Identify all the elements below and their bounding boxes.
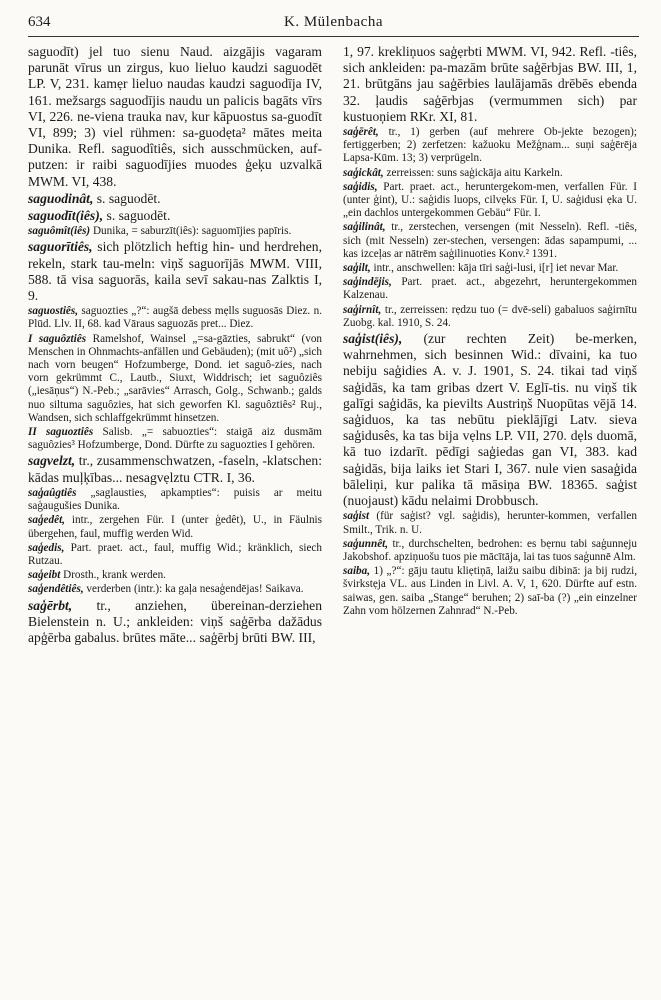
dictionary-entry <box>28 426 322 452</box>
entry-headword: saiba, <box>343 565 371 578</box>
entry-headword: saguorītiês, <box>28 239 93 255</box>
entry-text: saguodīt) jel tuo sienu Naud. aizgājis vagaram parunāt vīrus un zirgus, kuo lieluo kaudzi saguodēt LP. V, 231. kamẹr lieluo naudas kaudzi saguodīja IV, 161. mežsargs saguodījis naudu un palicis bagāts vīrs VI, 226. ne-viena trauka nav, kur kāpuostus sa-guodīt VI, 899; 3) viel rühmen: sa-guodẹta² mātes meita Dunika. Refl. saguodîtiês, sich ausschmücken, auf-putzen: ir raibi saguodījies muodes ģeķu uzvalkā MWM. VI, 438. <box>28 44 322 189</box>
entry-text: intr., zergehen Für. I (unter ģedêt), U., in Fäulnis übergehen, faul, muffig werden Wid. <box>28 514 322 540</box>
entry-text: Salisb. „= sabuozties“: staigā aiz dusmām saguôzies³ Hofzumberge, Dond. Dürfte zu saguozties I gehören. <box>28 426 322 452</box>
dictionary-entry <box>28 453 322 485</box>
entry-text: 1) „?“: gāju tautu kliẹtiņā, laižu saibu dibinā: ja bij rudzi, švirkstẹja VL. aus Linden in Livl. A. V, 1, 620. Dürfte auf estn. saiwas, gen. saiba „Stange“ beruhen; 2) saī-ba (?) „ein einzelner Zahn vom hölzernen Zahnrad“ N.-Peb. <box>343 565 637 617</box>
dictionary-entry <box>28 305 322 331</box>
entry-headword: saģidis, <box>343 180 378 193</box>
entry-text: tr., durchschelten, bedrohen: es bẹrnu tabi saģunnẹju Jakobshof. apziņuošu tuos pie mācītāja, lai tas tuos saģunnē Alm. <box>343 537 637 563</box>
dictionary-entry <box>343 331 637 509</box>
dictionary-entry <box>28 208 322 224</box>
dictionary-entry <box>343 538 637 564</box>
entry-headword: saguodīt(iês), <box>28 208 104 224</box>
entry-headword: saģickât, <box>343 166 384 179</box>
entry-headword: saģedêt, <box>28 514 65 527</box>
entry-text: s. saguodēt. <box>103 208 171 224</box>
entry-headword: saģendêtiês, <box>28 583 84 596</box>
dictionary-entry <box>343 510 637 536</box>
entry-text: tr., 1) gerben (auf mehrere Ob-jekte bezogen); fertiggerben; 2) zerfetzen: kažuoku Mežģnam... suņi saģērēja Lapsa-Kūm. 13; 3) verprügeln. <box>343 126 637 165</box>
entry-text: 1, 97. krekliņuos saģẹrbti MWM. VI, 942. Refl. -tiês, sich ankleiden: pa-mazām brūte saģērbjas BW. III, 1, 21. brūtgāns jau saģērbies laulājamās drēbēs ebenda 32. ļaudis saģērbjas (vermummen sich) par kustuoņiem RKr. XI, 81. <box>343 44 637 124</box>
entry-text: sich plötzlich heftig hin- und herdrehen, rekeln, stark tau-meln: viņš saguorījās MWM. VIII, 588. tā visa saguorās, kaila sevī sakau-nas Zalktis I, 9. <box>28 239 322 304</box>
dictionary-entry <box>343 276 637 302</box>
dictionary-entry <box>343 167 637 180</box>
entry-text: Dunika, = saburzīt(iês): saguomījies papīris. <box>90 225 292 238</box>
dictionary-entry <box>343 181 637 221</box>
dictionary-entry <box>343 44 637 125</box>
dictionary-entry <box>343 565 637 618</box>
entry-headword: saģindējis, <box>343 276 392 289</box>
dictionary-entry <box>28 191 322 207</box>
dictionary-entry <box>28 542 322 568</box>
dictionary-entry <box>28 514 322 540</box>
dictionary-entry <box>28 225 322 238</box>
entry-text: tr., zerreissen: rẹdzu tuo (= dvē-seli) gabaluos saģirnītu Zuobg. kal. 1910, S. 24. <box>343 303 637 329</box>
entry-headword: saguômît(iês) <box>28 225 91 238</box>
entry-text: tr., zerstechen, versengen (mit Nesseln). Refl. -tiês, sich (mit Nesseln) zer-stechen, versengen: ādas sapampumi, ... kas izceļas ar nātrēm saģilinuoties Konv.² 1391. <box>343 221 637 260</box>
page-header <box>28 14 639 37</box>
dictionary-entry <box>28 487 322 513</box>
entry-text: Part. praet. act., heruntergekom-men, verfallen Für. I (unter ģint), U.: saģidis luops, cilvẹks Für. I, U. saģidusi ẹka U. „ein dachlos untergekommen Gebäu“ Für. I. <box>343 180 637 220</box>
running-title: K. Mülenbacha <box>284 14 383 30</box>
entry-headword: saģunnêt, <box>343 537 389 550</box>
entry-headword: saģilt, <box>343 262 371 275</box>
entry-headword: II saguoztiês <box>28 426 94 439</box>
entry-text: Part. praet. act., abgezehrt, heruntergekommen Kalzenau. <box>343 276 637 302</box>
entry-headword: saģirnît, <box>343 303 382 316</box>
entry-text: Drosth., krank werden. <box>60 569 166 582</box>
entry-headword: saģedis, <box>28 541 65 554</box>
entry-text: „saglausties, apkampties“: puisis ar meitu saģaugušies Dunika. <box>28 486 322 513</box>
dictionary-entry <box>28 569 322 582</box>
page-number: 634 <box>28 14 51 30</box>
entry-text: intr., anschwellen: kāja tīri saģi-lusi, i[r] iet nevar Mar. <box>370 262 619 275</box>
entry-text: tr., zusammenschwatzen, -faseln, -klatschen: kādas muļķības... nesagvẹlztu CTR. I, 36. <box>28 453 322 485</box>
entry-headword: saģērbt, <box>28 597 73 613</box>
entry-text: Ramelshof, Wainsel „=sa-gāzties, sabrukt“ (von Menschen in Ohnmachts-anfällen und Gebäuden); (mit uô²) „sich nach vorn beugen“ Hofzumberge, Dond. iet saguô-zies, nach vorn gekrümmt C., Lautb., Siuxt, Widdrisch; iet saguôziês („iesāņus“) N.-Peb.; „sarāvies“ Arrasch, Golg., Schwanb.; galds nuo siltuma saguôzies, hat sich geworfen Kl. saguôztiês² Ruj., Wandsen, sich schlaffgekrümmt hinsetzen. <box>28 332 323 424</box>
entry-text: verderben (intr.): ka gaļa nesaģendējas! Saikava. <box>83 583 304 596</box>
entry-headword: saģērêt, <box>343 126 379 139</box>
entry-headword: saģist(iês), <box>343 331 403 347</box>
dictionary-entry <box>343 304 637 330</box>
entry-text: (zur rechten Zeit) be-merken, wahrnehmen, sich besinnen Wid.: dīvaini, ka tuo nebiju saģidies A. v. J. 1901, S. 24. tikai tad viņš saģidās, ka tam gribas dzert V. Eglī-tis. nu viņš tik galīgi saģidās, ka pievilts Austriņš Nuopūtas vējā 14. saģiduos, ka tas nebūtu pieklājīgi Latv. sieva saģidusês, ka tas bija vẹlns LP. VII, 270. dẹls duomā, kā tuo izdarīt. pēdīgi saģiedas gan VI, 383. kad saģidās, bija laiks iet Stari I, 367. nule vien sasaģida bāleliņi, kur palika tā māsiņa BW. 18365. saģist (nuojaust) kādu nelaimi Drobbusch. <box>343 331 637 509</box>
entry-headword: saguostiês, <box>28 305 79 318</box>
entry-headword: saģilinât, <box>343 221 386 234</box>
entry-text: tr., anziehen, übereinan-derziehen Bielenstein n. U.; ankleiden: viņš saģērba dažādus apģērba gabalus. brūtes māte... saģērbj brūti BW. III, <box>28 597 322 645</box>
dictionary-entry <box>28 598 322 647</box>
dictionary-entry <box>343 126 637 166</box>
dictionary-entry <box>28 44 322 190</box>
entry-headword: saģist <box>343 510 370 523</box>
dictionary-entry <box>28 333 322 425</box>
entry-text: Part. praet. act., faul, muffig Wid.; kränklich, siech Rutzau. <box>28 541 322 567</box>
dictionary-entry <box>343 262 637 275</box>
entry-text: zerreissen: suns saģickāja aitu Karkeln. <box>383 166 563 179</box>
entry-headword: saģeibt <box>28 569 61 582</box>
left-column <box>28 44 322 647</box>
entry-text: saguozties „?“: augšā debess mẹlls suguosās Diez. n. Plūd. Llv. II, 68. kad Vāraus saguozās pret... Diez. <box>28 305 322 331</box>
entry-headword: sagvelzt, <box>28 453 76 469</box>
dictionary-entry <box>28 239 322 304</box>
entry-text: (für saģist? vgl. saģidis), herunter-kommen, verfallen Smilt., Trik. n. U. <box>343 510 637 536</box>
entry-headword: I saguôztiês <box>28 332 87 345</box>
dictionary-entry <box>343 221 637 261</box>
entry-text: s. saguodēt. <box>93 190 161 206</box>
dictionary-entry <box>28 583 322 596</box>
right-column <box>343 44 637 619</box>
entry-headword: saguodinât, <box>28 190 94 206</box>
entry-headword: saģaûgtiês <box>28 486 77 499</box>
